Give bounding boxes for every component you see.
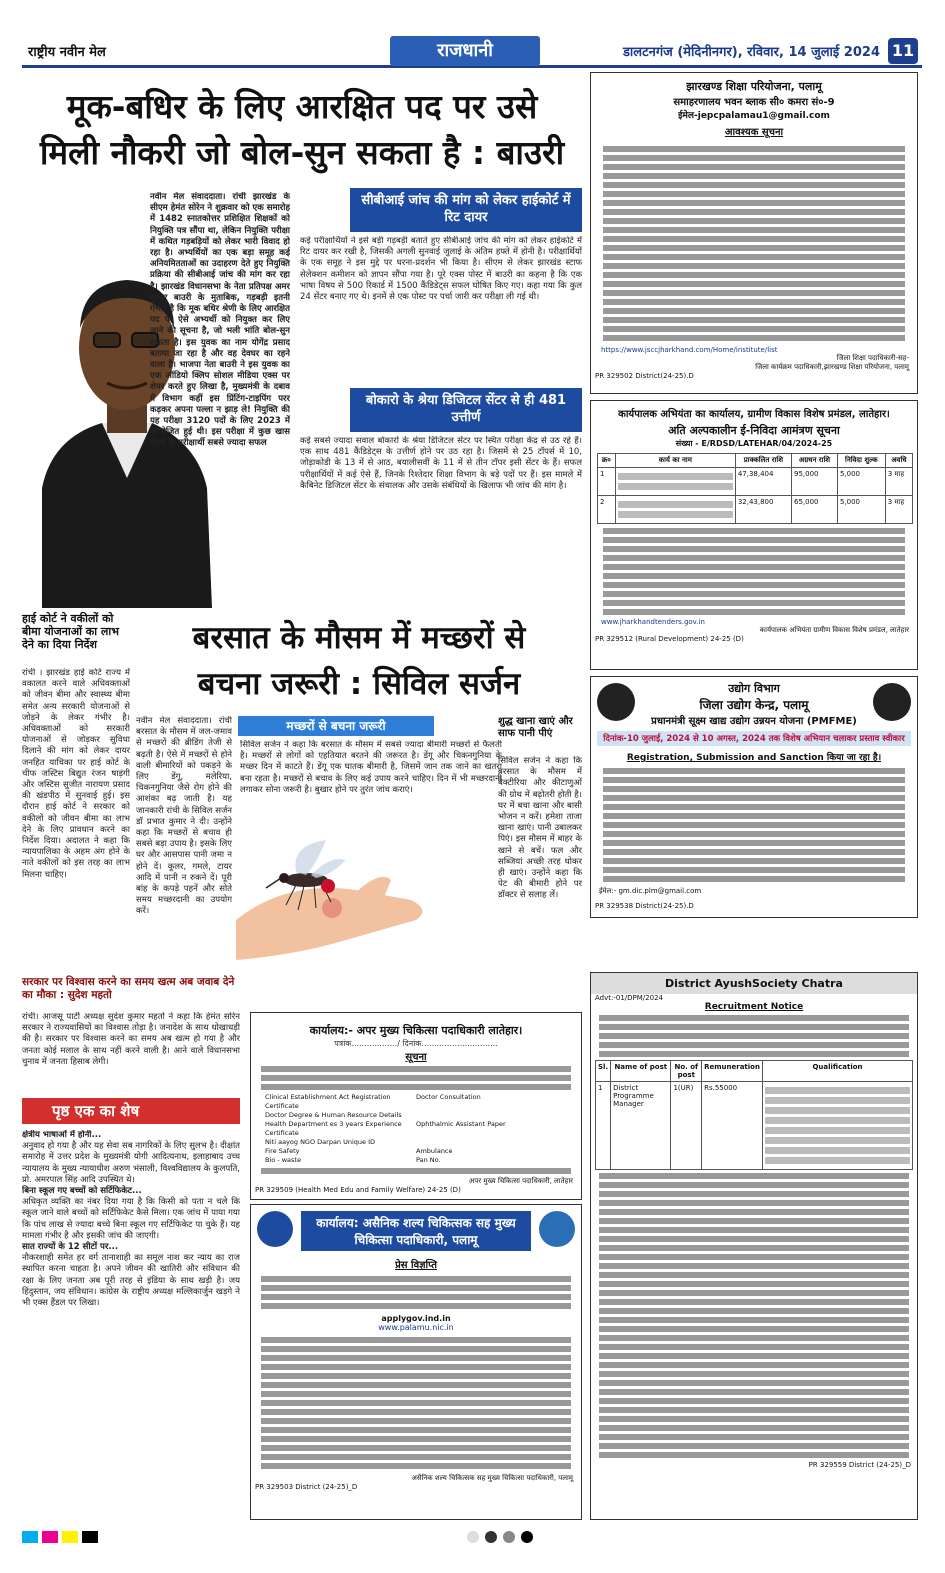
civil-sign: असैनिक शल्य चिकित्सक सह मुख्य चिकित्सा पदाधिकारी, पलामू — [411, 1474, 573, 1482]
ayush-ad — [590, 972, 918, 1520]
cbi-subhead: सीबीआई जांच की मांग को लेकर हाईकोर्ट में रिट दायर — [350, 188, 582, 232]
edu-ad-sign2: जिला कार्यक्रम पदाधिकारी,झारखण्ड शिक्षा परियोजना, पलामू — [755, 363, 909, 371]
cont-s1: अनुवाद हो गया है और यह सेवा सब नागरिकों के लिए सुलभ है। दीक्षांत समारोह में उत्तर प्रदेश के मुख्यमंत्री योगी आदित्यनाथ, इलाहाबाद उच्च न्यायालय के मुख्य न्यायाधीश अरुण भंसाली, विश्वविद्यालय के कुलपति, प्रो. अमरपाल सिंह आदि उपस्थित थे। — [22, 1141, 240, 1185]
udyog-email: ईमेल:- gm.dic.plm@gmail.com — [599, 887, 702, 895]
hc-headline: हाई कोर्ट ने वकीलों को बीमा योजनाओं का लाभ देने का दिया निर्देश — [22, 612, 119, 651]
emblem-left-icon — [597, 683, 635, 721]
tender-pr: PR 329512 (Rural Development) 24-25 (D) — [595, 635, 744, 643]
ayush-table: Sl. Name of post No. of post Remuneration Qualification 1 District Programme Manager 1(UR) Rs.55000 — [595, 1060, 913, 1170]
tender-url[interactable]: www.jharkhandtenders.gov.in — [601, 618, 705, 626]
civil-apply[interactable]: applygov.ind.in — [381, 1314, 451, 1323]
health-logo-icon — [539, 1211, 575, 1247]
emblem-right-icon — [873, 683, 911, 721]
mosquito-side-body: सिविल सर्जन ने कहा कि बरसात के मौसम में बैक्टीरिया और कीटाणुओं की ग्रोथ में बढ़ोतरी होती है। घर में बचा खाना और बासी भोजन न करें। हमेशा ताजा खाना खाएं। पानी उबालकर पिएं। इस मौसम में बाहर के खाने से बचें। फल और सब्जियां अच्छी तरह धोकर ही खाएं। उन्होंने कहा कि पेट की बीमारी होने पर डॉक्टर से सलाह लें। — [498, 756, 582, 901]
edu-ad-lines — [591, 141, 917, 346]
print-color-bar — [22, 1528, 922, 1540]
cmo-ad — [250, 1012, 582, 1200]
cmo-office: कार्यालय:- अपर मुख्य चिकित्सा पदाधिकारी लातेहार। — [309, 1024, 523, 1037]
ayush-title: District AyushSociety Chatra — [591, 973, 917, 994]
udyog-campaign: दिनांक-10 जुलाई, 2024 से 10 अगस्त, 2024 तक विशेष अभियान चलाकर प्रस्ताव स्वीकार — [597, 731, 911, 746]
udyog-pr: PR 329538 District(24-25).D — [595, 902, 694, 910]
table-row: 1 47,38,404 95,000 5,000 3 माह — [598, 468, 913, 496]
edu-ad-sign: जिला शिक्षा पदाधिकारी-सह- — [836, 354, 909, 362]
continued-block — [22, 1130, 240, 1520]
cbi-body: कई परीक्षार्थियों ने इसे बड़ी गड़बड़ी बताते हुए सीबीआई जांच की मांग को लेकर हाईकोर्ट में रिट दायर कर रखी है, जिसकी अगली सुनवाई जुलाई के अंतिम हफ्ते में होनी है। परीक्षार्थियों के एक समूह ने इस मुद्दे पर धरना-प्रदर्शन भी किया है। सीएम से लेकर झारखंड स्टाफ सेलेक्शन कमीशन को ज्ञापन सौंपा गया है। पूरे एक्स पोस्ट में बाउरी का कहना है कि एक भाषा विषय से 500 रिकार्ड में 1500 कैंडिडेट्स सफल घोषित किए गए। कहा गया कि कुल 24 सेंटर बनाए गए थे। इनमें से एक पोस्ट पर पर्चा जारी कर परीक्षा ली गई थी। — [300, 236, 582, 303]
tender-ad — [590, 400, 918, 670]
lead-headline-2: मिली नौकरी जो बोल-सुन सकता है : बाउरी — [39, 133, 565, 172]
cmo-items: Clinical Establishment Act Registration Certificate Doctor Consultation Doctor Degree & Human Resource Details Health Department es 3 years Experience Certificate Ophthalmic Assistant Paper Niti aayog NGO Darpan Unique ID Fire Safety Ambulance Bio - waste Pan No. — [265, 1093, 506, 1164]
tender-title: अति अल्पकालीन ई-निविदा आमंत्रण सूचना — [668, 424, 840, 437]
continued-strip: पृष्ठ एक का शेष — [22, 1098, 240, 1124]
bokaro-body: कई सबसे ज्यादा सवाल बोकारो के श्रेया डिजिटल सेंटर पर स्थित परीक्षा केंद्र से उठ रहे हैं। एक साथ 481 कैंडिडेट्स के उत्तीर्ण होने पर उठ रहा है। जिसमें से 25 टॉपर्स में 10, जोड़ाकोडी के 13 में से आठ, बयालीसवीं के 11 में से तीन टॉपर इसी सेंटर के हैं। सफल परीक्षार्थियों में कई ऐसे हैं, जिनके रिश्तेदार शिक्षा विभाग के बड़े पदों पर हैं। इस मामले में कैबिनेट डिजिटल सेंटर के संचालक और उसके संबंधियों के खिलाफ भी जांच की मांग है। — [300, 436, 582, 491]
mosquito-headline-2: बचना जरूरी : सिविल सर्जन — [197, 666, 521, 702]
cont-s1-title: क्षेत्रीय भाषाओं में होनी... — [22, 1130, 102, 1140]
edu-ad-address: समाहरणालय भवन ब्लाक सी० कमरा सं०-9 — [673, 97, 835, 108]
udyog-center: जिला उद्योग केन्द्र, पलामू — [699, 698, 809, 712]
edu-ad-email: ईमेल-jepcpalamau1@gmail.com — [678, 111, 830, 121]
lead-headline-1: मूक-बधिर के लिए आरक्षित पद पर उसे — [66, 87, 538, 126]
mosquito-box-tail — [440, 846, 502, 970]
mosquito-box-title: मच्छरों से बचना जरूरी — [238, 716, 434, 736]
mosquito-box-body: सिविल सर्जन ने कहा कि बरसात के मौसम में सबसे ज्यादा बीमारी मच्छरों से फैलती है। मच्छरों से लोगों को एहतियात बरतने की जरूरत है। डेंगू और चिकनगुनिया के मच्छर दिन में काटते हैं। डेंगू एक घातक बीमारी है, जिसमें जान तक जाने का खतरा बना रहता है। मच्छरों से बचाव के लिए कई उपाय करने चाहिए। दिन में भी मच्छरदानी लगाकर सोना जरूरी है। बुखार होने पर तुरंत जांच कराएं। — [240, 740, 502, 795]
tender-office: कार्यपालक अभियंता का कार्यालय, ग्रामीण विकास विशेष प्रमंडल, लातेहार। — [618, 409, 890, 420]
table-row: 2 32,43,800 65,000 5,000 3 माह — [598, 496, 913, 524]
civil-office: कार्यालय: असैनिक शल्य चिकित्सक सह मुख्य चिकित्सा पदाधिकारी, पलामू — [301, 1211, 531, 1251]
cmo-pr: PR 329509 (Health Med Edu and Family Welfare) 24-25 (D) — [255, 1186, 461, 1194]
govt-emblem-icon — [257, 1211, 293, 1247]
cmo-sign: अपर मुख्य चिकित्सा पदाधिकारी, लातेहार — [468, 1177, 573, 1185]
edu-ad-title: झारखण्ड शिक्षा परियोजना, पलामू — [686, 80, 822, 93]
civil-pr: PR 329503 District (24-25)_D — [255, 1483, 358, 1491]
ayush-notice: Recruitment Notice — [704, 1002, 804, 1012]
section-title: राजधानी — [390, 36, 540, 66]
mosquito-illustration — [236, 820, 436, 970]
udyog-dept: उद्योग विभाग — [728, 682, 780, 695]
udyog-ad — [590, 676, 918, 918]
page-number: 11 — [888, 38, 918, 64]
mosquito-side-title: शुद्ध खाना खाएं और साफ पानी पीएं — [498, 716, 573, 739]
tender-table: क्र० कार्य का नाम प्राक्कलित राशि अग्रधन राशि निविदा शुल्क अवधि 1 47,38,404 95,000 5,000 3 माह 2 32,43,800 65,000 5,000 3 माह — [597, 453, 913, 524]
cont-s2: अधिकृत व्यक्ति का नंबर दिया गया है कि किसी को पता न चले कि स्कूल जाने वाले बच्चों को सर्टिफिकेट कैसे मिला। एक जांच में पाया गया कि पांच लाख से ज्यादा बच्चे बिना स्कूल गए सर्टिफिकेट पा चुके हैं। यह मामला गंभीर है और इसकी जांच की जाएगी। — [22, 1197, 240, 1241]
udyog-reg: Registration, Submission and Sanction किया जा रहा है। — [626, 753, 882, 763]
cmo-notice: सूचना — [405, 1052, 427, 1063]
tender-sign: कार्यपालक अभियंता ग्रामीण विकास विशेष प्रमंडल, लातेहार — [759, 626, 909, 634]
cont-s2-title: बिना स्कूल गए बच्चों को सर्टिफिकेट... — [22, 1186, 142, 1197]
hc-body: रांची । झारखंड हाई कोर्ट राज्य में वकालत करने वाले अधिवक्ताओं को जीवन बीमा और स्वास्थ्य बीमा समेत अन्य सरकारी योजनाओं से जोड़ने के लेकर गंभीर है। अधिवक्ताओं को सरकारी योजनाओं से जोड़कर सुविधा दिलाने की मांग को लेकर दायर जनहित याचिका पर हाई कोर्ट के चीफ जस्टिस बिद्युत रंजन षाड़ंगी और जस्टिस सुजीत नारायण प्रसाद की खंडपीठ में सुनवाई हुई। इस दौरान हाई कोर्ट ने सरकार को वकीलों को जीवन बीमा का लाभ देने के लिए प्रावधान करने का निर्देश दिया। अदालत ने कहा कि न्यायपालिका के अहम अंग होने के नाते वकीलों को इस तरह का लाभ मिलना चाहिए। — [22, 668, 130, 880]
edu-ad-notice: आवश्यक सूचना — [724, 127, 784, 138]
edu-ad-pr: PR 329502 District(24-25).D — [595, 372, 694, 380]
newspaper-logo: राष्ट्रीय नवीन मेल — [28, 45, 106, 60]
lead-article-body: नवीन मेल संवाददाता। रांची झारखंड के सीएम हेमंत सोरेन ने शुक्रवार को एक समारोह में 1482 स्नातकोत्तर प्रशिक्षित शिक्षकों को नियुक्ति पत्र सौंपा था, लेकिन नियुक्ति परीक्षा में कथित गड़बड़ियों को लेकर भारी विवाद हो रहा है। अभ्यर्थियों का एक बड़ा समूह कई अनियमितताओं का उदाहरण देते हुए नियुक्ति प्रक्रिया की सीबीआई जांच की मांग कर रहा है। झारखंड विधानसभा के नेता प्रतिपक्ष अमर कुमार बाउरी के मुताबिक, गड़बड़ी इतनी गंभीर है कि मूक बधिर श्रेणी के लिए आरक्षित पद पर ऐसे अभ्यर्थी को नियुक्त कर लिए जाने की सूचना है, जो भली भांति बोल-सुन सकता है। इस युवक का नाम योगेंद्र प्रसाद बताया जा रहा है और वह देवघर का रहने वाला है। भाजपा नेता बाउरी ने इस युवक का एक ऑडियो क्लिप सोशल मीडिया एक्स पर शेयर करते हुए लिखा है, मुख्यमंत्री के दबाव में विभाग कहीं इस प्रिंटिंग-टाइपिंग परर कड़कर अपना पल्ला न झाड़ ले! नियुक्ति की यह परीक्षा 3120 पदों के लिए 2023 में आयोजित हुई थी। इस परीक्षा में कुछ खास सेंटरों के परीक्षार्थी सबसे ज्यादा सफल — [150, 192, 290, 449]
tender-ref: संख्या - E/RDSD/LATEHAR/04/2024-25 — [675, 439, 833, 448]
mosquito-col1: नवीन मेल संवाददाता। रांची बरसात के मौसम में जल-जमाव से मच्छरों की ब्रीडिंग तेजी से बढ़ती है। ऐसे में मच्छरों से होने वाली बीमारियों को पकड़ने के लिए डेंगू, मलेरिया, चिकनगुनिया जैसे रोग होने की आशंका बढ़ जाती है। यह जानकारी रांची के सिविल सर्जन डॉ प्रभात कुमार ने दी। उन्होंने कहा कि मच्छरों से बचाव ही सबसे बड़ा उपाय है। इसके लिए घर और आसपास पानी जमा न होने दें। कूलर, गमले, टायर आदि में पानी न रुकने दें। पूरी बांह के कपड़े पहनें और सोते समय मच्छरदानी का उपयोग करें। — [136, 716, 232, 917]
mosquito-headline-1: बरसात के मौसम में मच्छरों से — [192, 620, 526, 656]
cont-s3-title: सात राज्यों के 12 सीटों पर... — [22, 1242, 119, 1253]
udyog-scheme: प्रधानमंत्री सूक्ष्म खाद्य उद्योग उन्नयन योजना (PMFME) — [651, 716, 857, 727]
civil-surgeon-ad — [250, 1204, 582, 1520]
ayush-adv: Advt:-01/DPM/2024 — [595, 994, 663, 1002]
sudesh-body: रांची। आजसू पार्टी अध्यक्ष सुदेश कुमार महतो ने कहा कि हेमंत सोरेन सरकार ने राज्यवासियों का विश्वास तोड़ा है। जनादेश के साथ धोखाधड़ी की है। सरकार पर विश्वास करने का समय अब खत्म हो गया है और जनता कोई मलाल के साथ नहीं करने वाली है। आने वाले विधानसभा चुनाव में जनता हिसाब लेगी। — [22, 1012, 240, 1067]
dateline: डालटनगंज (मेदिनीनगर), रविवार, 14 जुलाई 2024 — [622, 45, 880, 60]
edu-notice-ad — [590, 72, 918, 394]
civil-notice: प्रेस विज्ञप्ति — [395, 1260, 437, 1271]
cmo-ref: पत्रांक................../ दिनांक.............................. — [334, 1039, 498, 1048]
ayush-pr: PR 329559 District (24-25)_D — [808, 1461, 911, 1469]
sudesh-headline: सरकार पर विश्वास करने का समय खत्म अब जवाब देने का मौका : सुदेश महतो — [22, 976, 235, 1001]
table-row: 1 District Programme Manager 1(UR) Rs.55000 — [596, 1082, 913, 1170]
civil-portal[interactable]: www.palamu.nic.in — [378, 1323, 454, 1332]
bokaro-subhead: बोकारो के श्रेया डिजिटल सेंटर से ही 481 उत्तीर्ण — [350, 388, 582, 432]
edu-ad-url[interactable]: https://www.jsccjharkhand.com/Home/institute/list — [601, 346, 778, 354]
cont-s3: नौकरशाही समेत हर वर्ग तानाशाही का समूल नाश कर न्याय का राज स्थापित करना चाहता है। अपने जीवन की खातिरी और संविधान की रक्षा के लिए जनता अब पूरी तरह से इंडिया के साथ खड़ी है। जय हिंदुस्तान, जय संविधान। कांग्रेस के राष्ट्रीय अध्यक्ष मल्लिकार्जुन खड़गे ने भी एक्स हैंडल पर लिखा। — [22, 1253, 240, 1309]
